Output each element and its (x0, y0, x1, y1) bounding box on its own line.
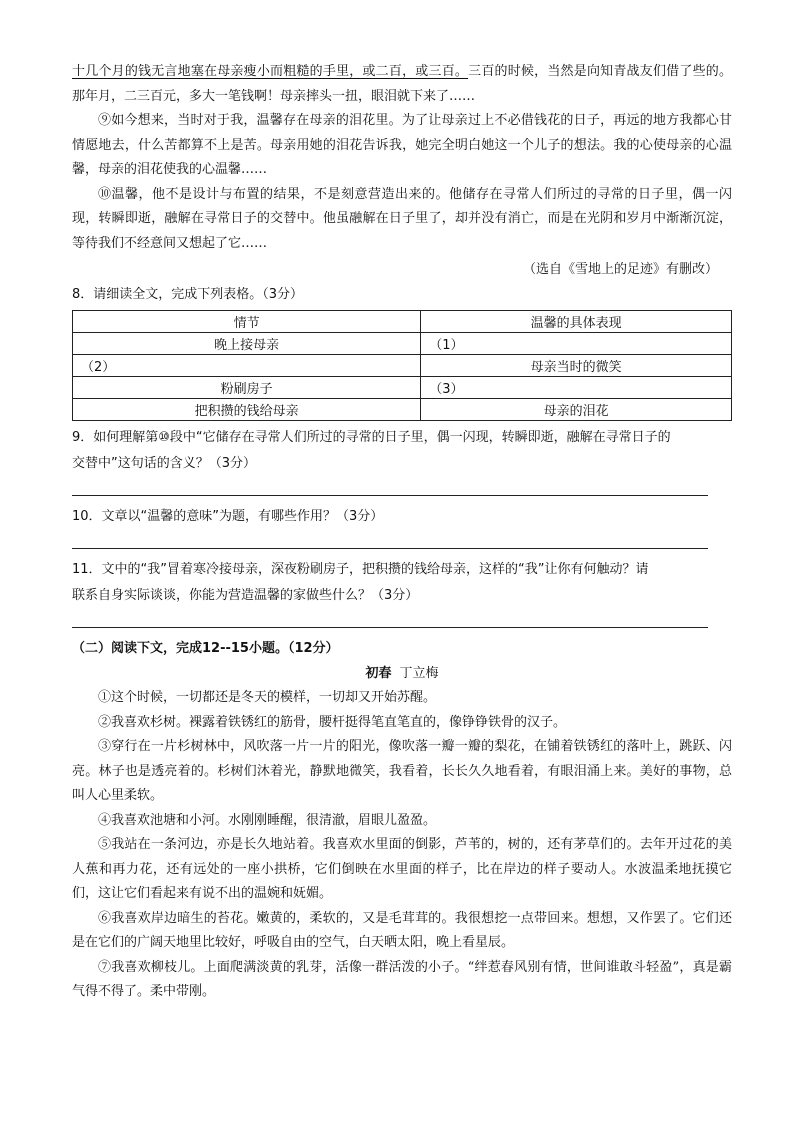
plot-table (72, 310, 732, 421)
table-cell: 把积攒的钱给母亲 (73, 399, 421, 421)
article-paragraph: ①这个时候，一切都还是冬天的模样，一切却又开始苏醒。 (98, 690, 437, 705)
table-cell: 母亲当时的微笑 (421, 355, 732, 377)
question-11 (72, 557, 732, 628)
passage-paragraph-8: 十几个月的钱无言地塞在母亲瘦小而粗糙的手里，或二百，或三百。三百的时候，当然是向知青战友们借了些的。那年月，二三百元，多大一笔钱啊！母亲摔头一扭，眼泪就下来了…… (72, 64, 732, 104)
question-11-prompt-line-1: 11．文中的“我”冒着寒冷接母亲，深夜粉刷房子，把积攒的钱给母亲，这样的“我”让你有何触动？请 (72, 562, 649, 577)
table-cell-blank-2[interactable]: （2） (73, 355, 421, 377)
answer-line[interactable] (72, 477, 708, 496)
passage-1 (72, 60, 732, 282)
table-cell: 母亲的泪花 (421, 399, 732, 421)
question-8-prompt: 8．请细读全文，完成下列表格。（3分） (72, 287, 304, 302)
table-header-cell: 情节 (73, 311, 421, 333)
article-paragraph: ④我喜欢池塘和小河。水刚刚睡醒，很清澈，眉眼儿盈盈。 (98, 812, 437, 828)
table-row (73, 377, 732, 399)
table-cell: 粉刷房子 (73, 377, 421, 399)
question-10-prompt: 10．文章以“温馨的意味”为题，有哪些作用？（3分） (72, 509, 384, 524)
table-cell: 晚上接母亲 (73, 333, 421, 355)
article-paragraph: ②我喜欢杉树。裸露着铁锈红的筋骨，腰杆挺得笔直笔直的，像铮铮铁骨的汉子。 (98, 714, 567, 730)
answer-line[interactable] (72, 530, 708, 549)
question-9 (72, 425, 732, 496)
table-header-cell: 温馨的具体表现 (421, 311, 732, 333)
table-row (73, 333, 732, 355)
article-paragraph: ⑦我喜欢柳枝儿。上面爬满淡黄的乳芽，活像一群活泼的小子。“绊惹春风别有情，世间谁敢斗轻盈”，真是霸气得不得了。柔中带刚。 (72, 959, 732, 999)
table-cell-blank-1[interactable]: （1） (421, 333, 732, 355)
question-9-prompt-line-2: 交替中”这句话的含义？（3分） (72, 456, 257, 471)
table-cell-blank-3[interactable]: （3） (421, 377, 732, 399)
passage-paragraph-9: ⑨如今想来，当时对于我，温馨存在母亲的泪花里。为了让母亲过上不必借钱花的日子，再远的地方我都心甘情愿地去，什么苦都算不上是苦。母亲用她的泪花告诉我，她完全明白她这一个儿子的想法。我的心使母亲的心温馨，母亲的泪花使我的心温馨…… (72, 113, 732, 177)
exam-page (72, 60, 732, 1005)
article-paragraph: ⑤我站在一条河边，亦是长久地站着。我喜欢水里面的倒影，芦苇的，树的，还有茅草们的。去年开过花的美人蕉和再力花，还有远处的一座小拱桥，它们倒映在水里面的样子，比在岸边的样子要动人。水波温柔地抚摸它们，这让它们看起来有说不出的温婉和妩媚。 (72, 837, 732, 901)
article-author: 丁立梅 (399, 666, 439, 681)
question-10 (72, 504, 732, 549)
table-row (73, 399, 732, 421)
question-8 (72, 282, 732, 421)
underlined-sentence: 十几个月的钱无言地塞在母亲瘦小而粗糙的手里，或二百，或三百。 (72, 64, 469, 79)
table-header-row (73, 311, 732, 333)
section-2-heading: （二）阅读下文，完成12--15小题。（12分） (72, 641, 339, 656)
question-9-prompt-line-1: 9．如何理解第⑩段中“它储存在寻常人们所过的寻常的日子里，偶一闪现，转瞬即逝，融解在寻常日子的 (72, 430, 671, 445)
answer-line[interactable] (72, 609, 708, 628)
passage-paragraph-10: ⑩温馨，他不是设计与布置的结果，不是刻意营造出来的。他储存在寻常人们所过的寻常的日子里，偶一闪现，转瞬即逝，融解在寻常日子的交替中。他虽融解在日子里了，却并没有消亡，而是在光阴和岁月中渐渐沉淀，等待我们不经意间又想起了它…… (72, 186, 732, 251)
table-row (73, 355, 732, 377)
article-paragraph: ③穿行在一片杉树林中，风吹落一片一片的阳光，像吹落一瓣一瓣的梨花，在铺着铁锈红的落叶上，跳跃、闪亮。林子也是透亮着的。杉树们沐着光，静默地微笑，我看着，长长久久地看着，有眼泪涌上来。美好的事物，总叫人心里柔软。 (72, 739, 732, 803)
article-title-line (72, 662, 732, 686)
source-note: （选自《雪地上的足迹》有删改） (522, 262, 718, 277)
section-2 (72, 636, 732, 1005)
question-11-prompt-line-2: 联系自身实际谈谈，你能为营造温馨的家做些什么？（3分） (72, 588, 419, 603)
article-title: 初春 (365, 666, 392, 681)
article-paragraph: ⑥我喜欢岸边暗生的苔花。嫩黄的，柔软的，又是毛茸茸的。我很想挖一点带回来。想想，又作罢了。它们还是在它们的广阔天地里比较好，呼吸自由的空气，白天晒太阳，晚上看星辰。 (72, 910, 732, 950)
